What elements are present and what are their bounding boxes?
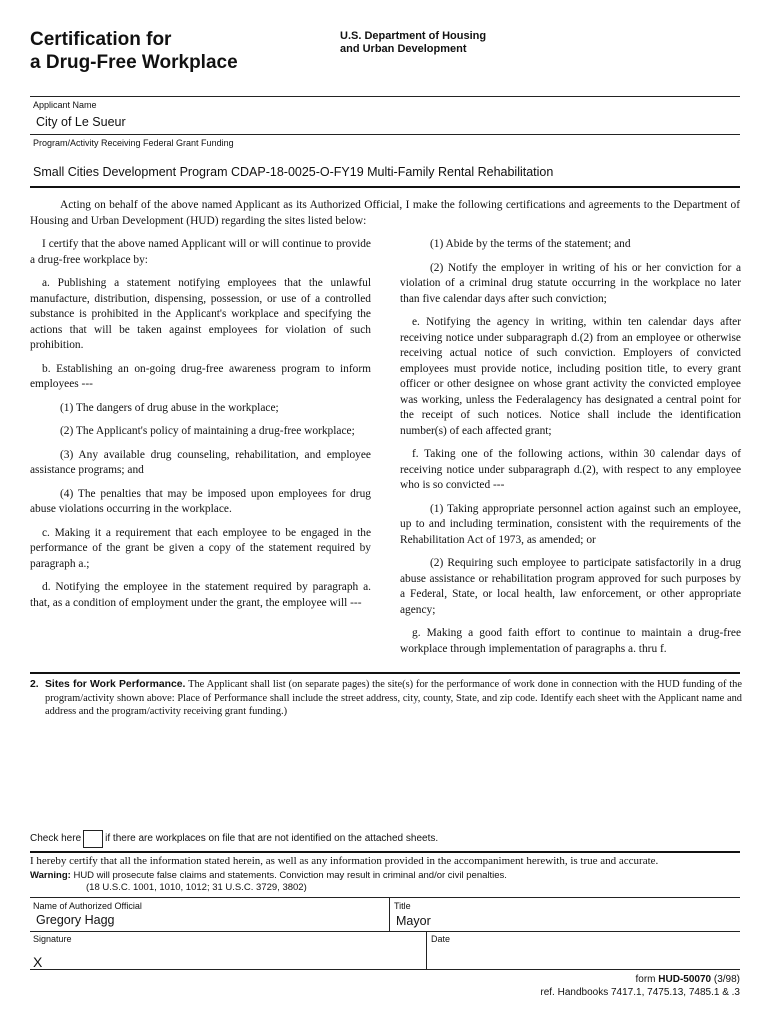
paragraph-f1: (1) Taking appropriate personnel action against such an employee, up to and including termination, consistent with the requirements of the Rehabilitation Act of 1973, as amended; or xyxy=(400,502,741,546)
program-field[interactable]: Small Cities Development Program CDAP-18-0025-O-FY19 Multi-Family Rental Rehabilitation xyxy=(33,165,554,179)
section-heading: Sites for Work Performance. xyxy=(45,679,186,690)
divider xyxy=(30,851,740,853)
intro-paragraph xyxy=(30,198,740,229)
workplaces-checkbox[interactable] xyxy=(83,830,103,848)
right-column xyxy=(400,237,741,665)
check-label-before: Check here xyxy=(30,833,82,844)
paragraph-f2: (2) Requiring such employee to participate satisfactorily in a drug abuse assistance or rehabilitation program approved for such purposes by a Federal, State, or local health, law enforcement, or other appropriate agency; xyxy=(400,557,741,616)
form-title xyxy=(30,28,238,74)
applicant-name-field[interactable]: City of Le Sueur xyxy=(36,115,126,129)
field-divider xyxy=(426,931,427,969)
title-field[interactable]: Mayor xyxy=(396,914,431,928)
paragraph-d1: (1) Abide by the terms of the statement; and xyxy=(430,238,631,250)
agency-line2: and Urban Development xyxy=(340,43,467,55)
agency-name xyxy=(340,30,486,56)
warning-label: Warning: xyxy=(30,870,71,881)
date-field[interactable] xyxy=(432,950,732,966)
paragraph-d2: (2) Notify the employer in writing of his or her conviction for a violation of a criminal drug statute occurring in the workplace no later than five calendar days after such conviction; xyxy=(400,261,741,305)
paragraph-c: c. Making it a requirement that each employee to be engaged in the performance of the grant be given a copy of the statement required by paragraph a.; xyxy=(30,526,371,570)
paragraph-e: e. Notifying the agency in writing, within ten calendar days after receiving notice under subparagraph d.(2) from an employee or otherwise receiving actual notice of such conviction. Employers of convicted employees must provide notice, including position title, to every grant officer or other designee on whose grant activity the convicted employee was working, unless the Federalagency has designated a central point for the receipt of such notices. Notice shall include the identification number(s) of each affected grant; xyxy=(400,316,741,437)
form-number: HUD-50070 xyxy=(658,974,712,985)
certify-statement: I hereby certify that all the information stated herein, as well as any information provided in the accompaniment herewith, is true and accurate. xyxy=(30,855,659,867)
agency-line1: U.S. Department of Housing xyxy=(340,30,487,42)
warning-text: HUD will prosecute false claims and statements. Conviction may result in criminal and/or civil penalties. xyxy=(73,870,507,881)
official-name-label: Name of Authorized Official xyxy=(33,901,142,911)
paragraph-b2: (2) The Applicant's policy of maintaining a drug-free workplace; xyxy=(60,425,355,437)
warning-citation: (18 U.S.C. 1001, 1010, 1012; 31 U.S.C. 3729, 3802) xyxy=(86,882,307,893)
warning-block xyxy=(30,870,742,894)
paragraph-certify: I certify that the above named Applicant will or will continue to provide a drug-free workplace by: xyxy=(30,238,371,266)
form-prefix: form xyxy=(635,974,659,985)
form-footer xyxy=(540,974,740,999)
divider xyxy=(30,969,740,970)
divider xyxy=(30,672,740,674)
divider xyxy=(30,186,740,188)
divider xyxy=(30,134,740,135)
divider xyxy=(30,931,740,932)
title-label: Title xyxy=(394,901,411,911)
signature-label: Signature xyxy=(33,934,72,944)
date-label: Date xyxy=(431,934,451,944)
intro-text: Acting on behalf of the above named Applicant as its Authorized Official, I make the following certifications and agreements to the Department of Housing and Urban Development (HUD) regarding the sites listed below: xyxy=(30,199,740,227)
check-label-after: if there are workplaces on file that are not identified on the attached sheets. xyxy=(105,833,439,844)
applicant-name-label: Applicant Name xyxy=(33,100,97,110)
section-number: 2. xyxy=(30,679,39,690)
divider xyxy=(30,897,740,898)
check-row xyxy=(30,830,438,848)
section-sites xyxy=(30,678,742,719)
form-date: (3/98) xyxy=(711,974,740,985)
form-title-line1: Certification for xyxy=(30,29,172,50)
paragraph-b3: (3) Any available drug counseling, rehabilitation, and employee assistance programs; and xyxy=(30,448,371,476)
form-title-line2: a Drug-Free Workplace xyxy=(30,52,238,73)
left-column xyxy=(30,237,371,619)
program-label: Program/Activity Receiving Federal Grant Funding xyxy=(33,138,234,148)
divider xyxy=(30,96,740,97)
paragraph-a: a. Publishing a statement notifying employees that the unlawful manufacture, distribution, dispensing, possession, or use of a controlled substance is prohibited in the Applicant's workplace and specifying the actions that will be taken against employees for violation of such prohibition. xyxy=(30,277,371,351)
official-name-field[interactable]: Gregory Hagg xyxy=(36,913,115,927)
paragraph-f: f. Taking one of the following actions, within 30 calendar days of receiving notice under subparagraph d.(2), with respect to any employee who is so convicted --- xyxy=(400,448,741,491)
paragraph-g: g. Making a good faith effort to continue to maintain a drug-free workplace through implementation of paragraphs a. thru f. xyxy=(400,627,741,655)
paragraph-b: b. Establishing an on-going drug-free awareness program to inform employees --- xyxy=(30,362,371,390)
section-text: The Applicant shall list (on separate pages) the site(s) for the performance of work done in connection with the HUD funding of the program/activity shown above: Place of Performance shall include the street address, city, county, State, and zip code. Identify each sheet with the Applicant name and address and the program/activity receiving grant funding.) xyxy=(45,679,742,717)
paragraph-d: d. Notifying the employee in the statement required by paragraph a. that, as a condition of employment under the grant, the employee will --- xyxy=(30,581,371,609)
paragraph-b1: (1) The dangers of drug abuse in the workplace; xyxy=(60,401,279,414)
handbook-reference: ref. Handbooks 7417.1, 7475.13, 7485.1 & .3 xyxy=(540,986,740,998)
paragraph-b4: (4) The penalties that may be imposed upon employees for drug abuse violations occurring in the workplace. xyxy=(30,487,371,515)
signature-field[interactable]: X xyxy=(33,954,43,970)
field-divider xyxy=(389,897,390,931)
